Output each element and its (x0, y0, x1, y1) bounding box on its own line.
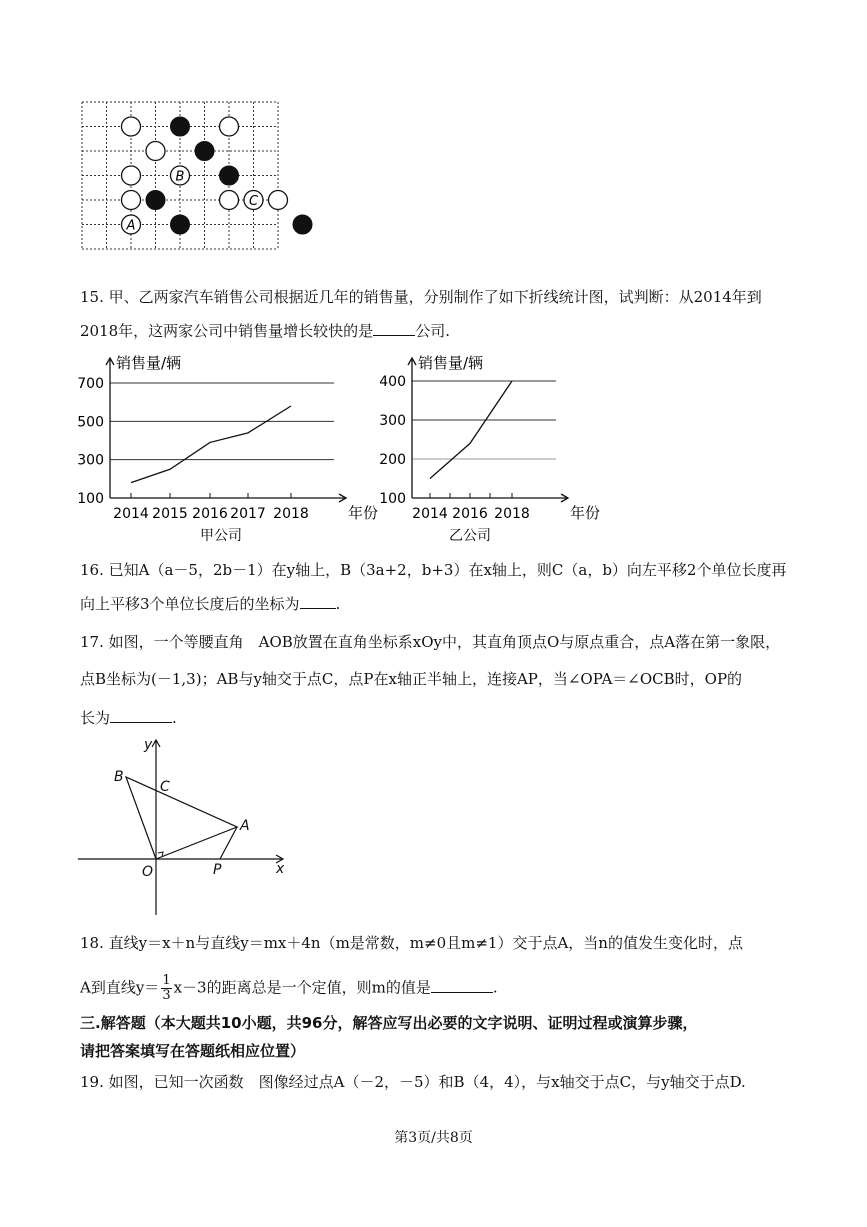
question-16-text: 向上平移3个单位长度后的坐标为 (80, 595, 300, 613)
y-tick-label: 100 (77, 491, 104, 507)
y-tick-label: 500 (77, 414, 104, 431)
label-o: O (142, 864, 154, 880)
stone-label-c: C (248, 194, 259, 209)
white-stone (146, 142, 165, 161)
page-footer: 第3页/共8页 (394, 1130, 473, 1146)
chart-title: 甲公司 (200, 528, 242, 544)
question-17-text-end: . (172, 709, 177, 727)
fraction (161, 974, 171, 1003)
fraction-numerator: 1 (162, 973, 171, 988)
chart-yi (376, 350, 601, 550)
question-18-text-end: . (492, 978, 498, 997)
white-stone (220, 191, 239, 210)
question-18-line-2 (80, 974, 498, 1003)
y-axis-label: 销售量/辆 (418, 354, 484, 372)
x-tick-label: 2016 (452, 506, 488, 522)
question-18-text-2: x－3的距离总是一个定值，则m的值是 (173, 978, 431, 997)
question-16-text-end: . (335, 595, 341, 613)
black-stone (195, 142, 214, 161)
question-15-line-2 (80, 320, 450, 342)
y-tick-label: 200 (379, 452, 406, 468)
x-tick-label: 2016 (192, 506, 228, 522)
stone-label-b: B (175, 169, 185, 185)
y-tick-label: 300 (77, 452, 104, 469)
fraction-denominator: 3 (162, 988, 171, 1003)
question-19-line-1: 19. 如图，已知一次函数 图像经过点A（－2，－5）和B（4，4），与x轴交于点C，与y轴交于点D. (80, 1073, 746, 1091)
chart-jia (76, 350, 379, 550)
label-b: B (114, 769, 124, 785)
white-stone (122, 166, 141, 185)
black-stone (293, 215, 312, 234)
x-tick-label: 2014 (113, 506, 149, 522)
white-stone (269, 191, 288, 210)
x-tick-label: 2015 (152, 506, 188, 522)
figure-17-coordinate-diagram (76, 735, 296, 917)
question-17-line-1: 17. 如图，一个等腰直角 AOB放置在直角坐标系xOy中，其直角顶点O与原点重合，点A落在第一象限， (80, 633, 781, 651)
answer-blank-16 (300, 594, 336, 609)
question-17-line-2: 点B坐标为(－1,3)；AB与y轴交于点C，点P在x轴正半轴上，连接AP，当∠OPA＝∠OCB时，OP的 (80, 670, 743, 688)
x-tick-label: 2014 (412, 506, 448, 522)
question-16-line-1: 16. 已知A（a－5，2b－1）在y轴上，B（3a+2，b+3）在x轴上，则C（a，b）向左平移2个单位长度再 (80, 561, 787, 579)
question-15-text: 2018年，这两家公司中销售量增长较快的是 (80, 322, 374, 340)
label-x: x (276, 861, 285, 877)
black-stone (220, 166, 239, 185)
white-stone (122, 117, 141, 136)
answer-blank-18 (431, 978, 493, 993)
question-16-line-2 (80, 593, 340, 615)
question-15-text-end: 公司. (415, 322, 450, 340)
x-tick-label: 2018 (273, 506, 309, 522)
white-stone (122, 191, 141, 210)
y-tick-label: 100 (379, 491, 406, 507)
series-line (430, 381, 512, 479)
label-p: P (213, 862, 222, 878)
question-17-line-3 (80, 707, 177, 729)
black-stone (171, 215, 190, 234)
section-3-heading-line-2: 请把答案填写在答题纸相应位置） (80, 1042, 306, 1060)
chart-title: 乙公司 (449, 528, 491, 544)
x-tick-label: 2017 (230, 506, 266, 522)
label-a: A (240, 818, 250, 834)
black-stone (171, 117, 190, 136)
x-tick-label: 2018 (494, 506, 530, 522)
section-3-heading-line-1: 三.解答题（本大题共10小题，共96分，解答应写出必要的文字说明、证明过程或演算步骤， (80, 1014, 698, 1032)
y-tick-label: 400 (379, 374, 406, 390)
series-line (131, 406, 291, 483)
label-y: y (144, 737, 153, 753)
y-tick-label: 700 (77, 376, 104, 392)
black-stone (146, 191, 165, 210)
label-c: C (160, 779, 170, 795)
y-axis-label: 销售量/辆 (116, 354, 182, 372)
go-board-figure (80, 100, 302, 272)
triangle-aob (126, 777, 237, 859)
x-axis-label: 年份 (570, 504, 601, 522)
question-18-text: A到直线y＝ (80, 978, 160, 997)
question-18-line-1: 18. 直线y＝x＋n与直线y＝mx＋4n（m是常数，m≠0且m≠1）交于点A，当n的值发生变化时，点 (80, 934, 743, 952)
y-tick-label: 300 (379, 413, 406, 429)
x-axis-label: 年份 (348, 504, 379, 522)
segment-ap (220, 827, 237, 859)
stone-label-a: A (126, 218, 136, 234)
answer-blank-15 (373, 321, 415, 336)
question-17-text: 长为 (80, 709, 111, 727)
answer-blank-17 (110, 708, 172, 723)
white-stone (220, 117, 239, 136)
right-angle-mark (158, 852, 163, 857)
question-15-line-1: 15. 甲、乙两家汽车销售公司根据近几年的销售量，分别制作了如下折线统计图，试判断：从2014年到 (80, 288, 762, 306)
